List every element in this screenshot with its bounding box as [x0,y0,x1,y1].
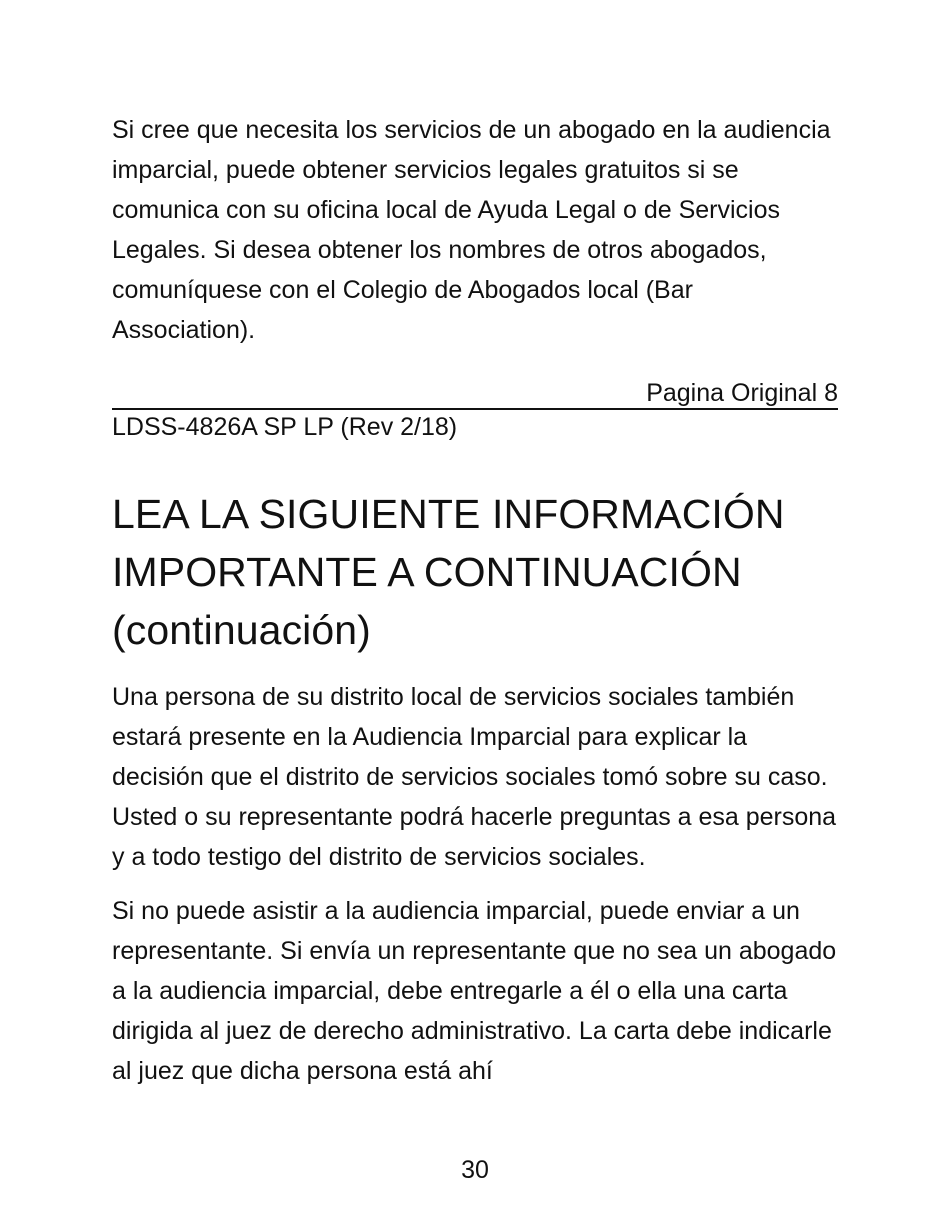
body-paragraph: Una persona de su distrito local de servicios sociales también estará presente en la Audiencia Imparcial para explicar la decisión que el distrito de servicios sociales tomó sobre su caso. Usted o su representante podrá hacerle preguntas a esa persona y a todo testigo del distrito de servicios sociales. [112,683,837,871]
intro-paragraph: Si cree que necesita los servicios de un abogado en la audiencia imparcial, puede obtener servicios legales gratuitos si se comunica con su oficina local de Ayuda Legal o de Servicios Legales. Si desea obtener los nombres de otros abogados, comuníquese con el Colegio de Abogados local (Bar Association). [112,116,831,344]
page-content [112,110,838,1091]
page-number: 30 [461,1156,489,1184]
body-paragraph: Si no puede asistir a la audiencia imparcial, puede enviar a un representante. Si envía un representante que no sea un abogado a la audiencia imparcial, debe entregarle a él o ella una carta dirigida al juez de derecho administrativo. La carta debe indicarle al juez que dicha persona está ahí [112,897,837,1085]
original-page-reference: Pagina Original 8 [646,379,838,407]
section-heading: LEA LA SIGUIENTE INFORMACIÓN IMPORTANTE A CONTINUACIÓN (continuación) [112,491,785,653]
form-identifier: LDSS-4826A SP LP (Rev 2/18) [112,413,458,441]
original-page-rule [112,374,838,410]
